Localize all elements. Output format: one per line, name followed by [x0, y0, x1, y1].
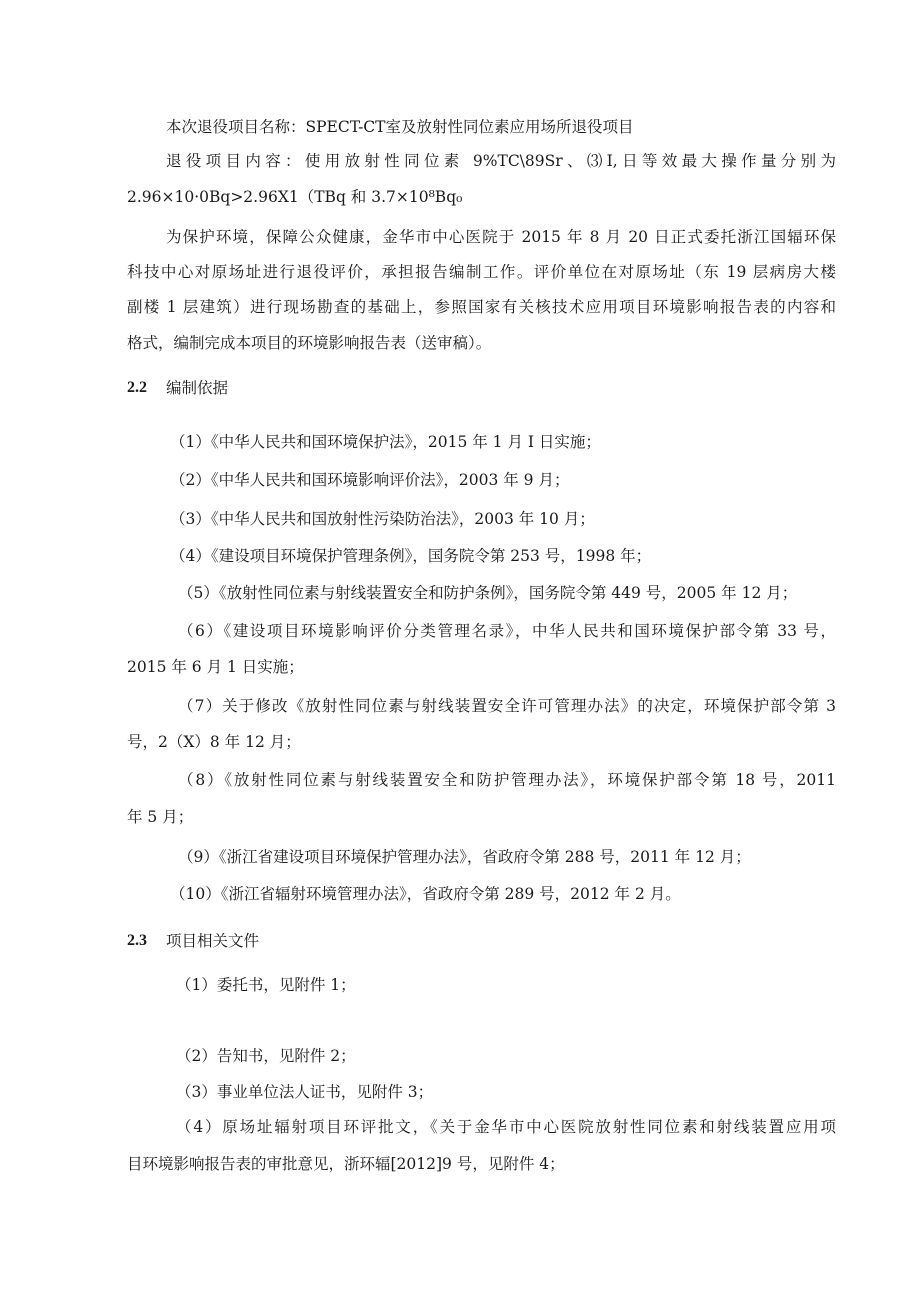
list-item: （3）《中华人民共和国放射性污染防治法》，2003 年 10 月； — [170, 510, 595, 528]
section-2-3-title: 项目相关文件 — [166, 932, 260, 950]
section-2-2-title: 编制依据 — [166, 379, 229, 397]
list-item: （4）原场址辐射项目环评批文，《关于金华市中心医院放射性同位素和射线装置应用项 — [176, 1118, 836, 1136]
list-item: （1）《中华人民共和国环境保护法》，2015 年 1 月 I 日实施； — [170, 433, 601, 451]
list-item: （7）关于修改《放射性同位素与射线装置安全许可管理办法》的决定，环境保护部令第 3 — [178, 697, 836, 715]
list-item: （6）《建设项目环境影响评价分类管理名录》，中华人民共和国环境保护部令第 33 号， — [178, 622, 836, 640]
list-item: （2）《中华人民共和国环境影响评价法》，2003 年 9 月； — [170, 471, 570, 489]
list-item-continuation: 号，2（X）8 年 12 月； — [127, 733, 301, 751]
list-item: （9）《浙江省建设项目环境保护管理办法》，省政府令第 288 号，2011 年 12 月； — [178, 848, 751, 866]
intro-paragraph-line-4: 格式，编制完成本项目的环境影响报告表（送审稿）。 — [127, 334, 492, 352]
list-item-continuation: 年 5 月； — [127, 808, 194, 826]
intro-paragraph-line-3: 副楼 1 层建筑）进行现场勘查的基础上，参照国家有关核技术应用项目环境影响报告表的内容和 — [127, 298, 836, 316]
list-item: （2）告知书，见附件 2； — [176, 1047, 356, 1065]
list-item: （5）《放射性同位素与射线装置安全和防护条例》，国务院令第 449 号，2005 年 12 月； — [178, 584, 798, 602]
list-item: （1）委托书，见附件 1； — [176, 976, 356, 994]
intro-paragraph-line-2: 科技中心对原场址进行退役评价，承担报告编制工作。评价单位在对原场址（东 19 层病房大楼 — [127, 263, 836, 281]
list-item: （4）《建设项目环境保护管理条例》，国务院令第 253 号，1998 年； — [170, 547, 652, 565]
list-item-continuation: 目环境影响报告表的审批意见，浙环辐[2012]9 号，见附件 4； — [127, 1155, 565, 1173]
list-item: （3）事业单位法人证书，见附件 3； — [176, 1083, 434, 1101]
project-content-line-2: 2.96×10·0Bq>2.96X1（TBq 和 3.7×10⁸Bq₀ — [127, 188, 463, 206]
list-item-continuation: 2015 年 6 月 1 日实施； — [127, 658, 304, 676]
project-content-line-1: 退役项目内容：使用放射性同位素 9%TC\89Sr、⑶I,日等效最大操作量分别为 — [166, 152, 836, 170]
list-item: （10）《浙江省辐射环境管理办法》，省政府令第 289 号，2012 年 2 月。 — [170, 885, 681, 903]
list-item: （8）《放射性同位素与射线装置安全和防护管理办法》，环境保护部令第 18 号，2011 — [178, 771, 836, 789]
section-2-2-number: 2.2 — [127, 379, 147, 396]
intro-paragraph-line-1: 为保护环境，保障公众健康，金华市中心医院于 2015 年 8 月 20 日正式委托浙江国辐环保 — [166, 228, 836, 246]
project-name-line: 本次退役项目名称：SPECT-CT室及放射性同位素应用场所退役项目 — [166, 118, 634, 136]
section-2-3-number: 2.3 — [127, 932, 147, 949]
